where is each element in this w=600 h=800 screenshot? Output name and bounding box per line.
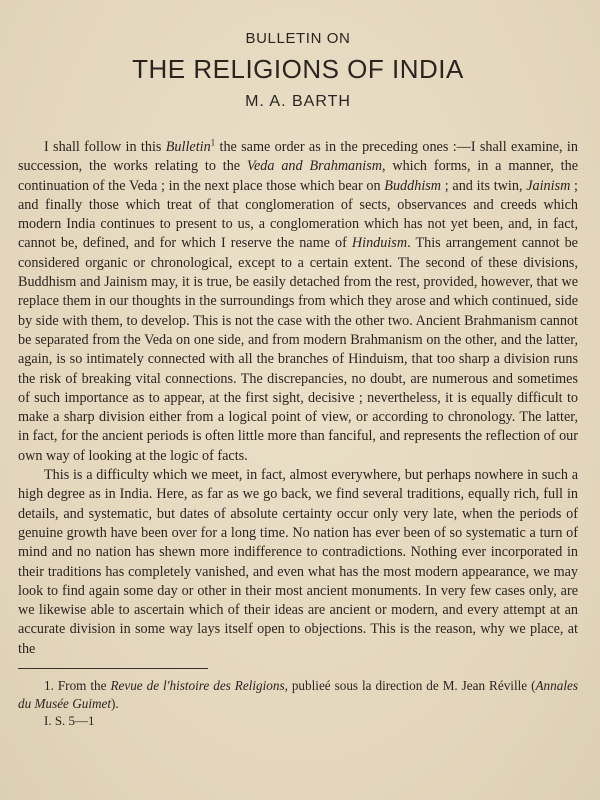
p1-text-1: I shall follow in this bbox=[44, 139, 166, 155]
p1-veda: Veda and Brahmanism bbox=[246, 158, 382, 175]
p1-bulletin: Bulletin bbox=[165, 139, 211, 155]
p1-text-3: , which forms, in a manner, the continuation of the Veda ; in the next place those which bear on bbox=[18, 158, 578, 194]
body-text bbox=[18, 138, 578, 659]
p1-hinduism: Hinduism bbox=[351, 235, 408, 252]
p1-buddhism: Buddhism bbox=[384, 177, 442, 194]
p1-jainism: Jainism bbox=[526, 177, 571, 194]
fn-annales: Annales du Musée Guimet bbox=[18, 678, 578, 711]
author-name: M. A. BARTH bbox=[245, 93, 351, 110]
footnote-divider bbox=[18, 668, 208, 669]
p1-text-4: ; and its twin, bbox=[441, 177, 527, 194]
footnote-text bbox=[18, 677, 578, 712]
page-title: THE RELIGIONS OF INDIA bbox=[132, 54, 464, 84]
fn-text-3: ). bbox=[111, 695, 119, 711]
fn-revue: Revue de l'histoire des Religions bbox=[110, 678, 285, 694]
paragraph-1 bbox=[18, 138, 578, 466]
p1-text-2: the same order as in the preceding ones :—I shall examine, in succession, the works relating to the bbox=[18, 139, 578, 175]
fn-text-2: , publieé sous la direction de M. Jean Réville ( bbox=[284, 678, 536, 694]
paragraph-2: This is a difficulty which we meet, in fact, almost everywhere, but perhaps nowhere in such a high degree as in India. Here, as far as we go back, we find several traditions, equally rich, full in details, and systematic, but dates of absolute certainty occur only very late, when the periods of genuine growth have been over for a long time. No nation has ever been of so systematic a turn of mind and no nation has shewn more indifference to contradictions. Nothing ever incorporated in their traditions has completely vanished, and even what has the most modern appearance, we may look to find again some day or other in their most ancient monuments. In very few cases only, are we likewise able to ascertain which of their ideas are ancient or modern, and every attempt at an accurate division in some way lays itself open to objections. This is the reason, why we place, at the bbox=[18, 467, 578, 657]
p1-text-5: ; and finally those which treat of that conglomeration of sects, observances and creeds which modern India continues to present to us, a conglomeration which has not yet been, and, in fact, cannot be, defined, and for which I reserve the name of bbox=[18, 177, 578, 252]
footnote-ref: 1 bbox=[210, 137, 216, 148]
fn-text-1: 1. From the bbox=[44, 678, 111, 694]
signature-mark: I. S. 5—1 bbox=[44, 713, 95, 729]
footnote bbox=[18, 677, 578, 712]
header-supertitle: BULLETIN ON bbox=[245, 30, 351, 47]
p1-text-6: . This arrangement cannot be considered organic or chronological, except to a certain extent. The second of these divisions, Buddhism and Jainism may, it is true, be easily detached from the rest, provided, however, that we replace them in our thoughts in the surroundings from which they arose and which continued, side by side with them, to develop. This is not the case with the other two. Ancient Brahmanism cannot be separated from the Veda on one side, and from modern Brahmanism on the other, and the latter, again, is so intimately connected with all the branches of Hinduism, that too sharp a division runs the risk of breaking vital connections. The discrepancies, no doubt, are numerous and sometimes of such importance as to appear, at the first sight, decisive ; nevertheless, it is equally difficult to make a sharp division either from a logical point of view, or according to chronology. The latter, in fact, for the ancient periods is often little more than fanciful, and represents the reflection of our own way of looking at the logic of facts. bbox=[18, 235, 578, 464]
